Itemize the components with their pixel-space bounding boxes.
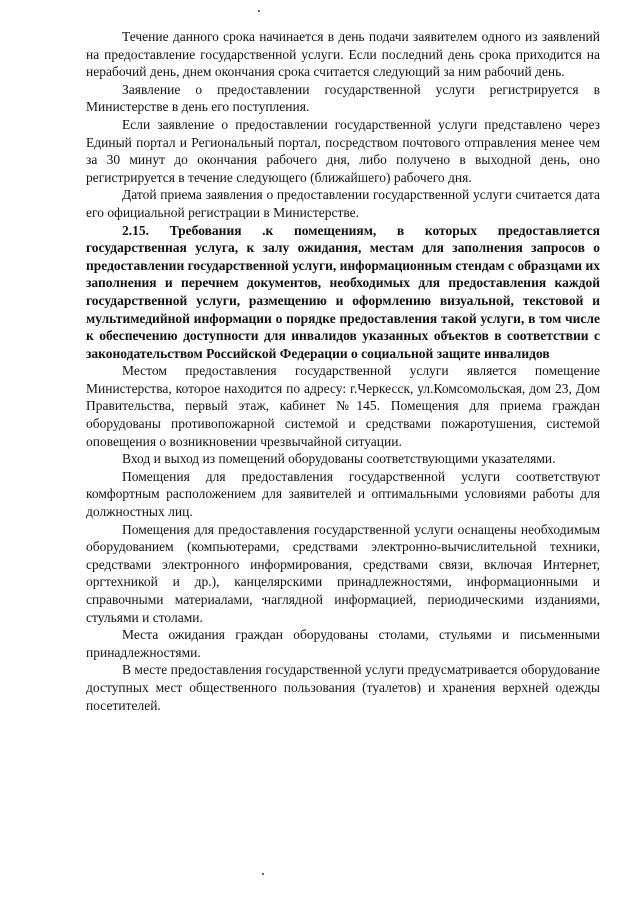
paragraph-entry-exit: Вход и выход из помещений оборудованы соответствующими указателями. bbox=[122, 451, 556, 467]
scan-dot-top bbox=[258, 10, 260, 12]
paragraph-portal-registration: Если заявление о предоставлении государственной услуги представлено через Единый портал и Региональный портал, посредством почтового отправления менее чем за 30 минут до окончания рабочего дня, либо получено в выходной день, оно регистрируется в течение следующего (ближайшего) рабочего дня. bbox=[86, 116, 600, 185]
paragraph-deadline-start: Течение данного срока начинается в день подачи заявителем одного из заявлений на предоставление государственной услуги. Если последний день срока приходится на нерабочий день, днем окончания срока считается следующий за ним рабочий день. bbox=[86, 29, 600, 80]
paragraph-service-location: Местом предоставления государственной услуги является помещение Министерства, которое находится по адресу: г.Черкесск, ул.Комсомольская, дом 23, Дом Правительства, первый этаж, кабинет №145. Помещения для приема граждан оборудованы противопожарной системой и средствами пожаротушения, системой оповещения о возникновении чрезвычайной ситуации. bbox=[86, 363, 600, 449]
paragraph-waiting-areas: Места ожидания граждан оборудованы столами, стульями и письменными принадлежностями. bbox=[86, 627, 600, 660]
paragraph-public-facilities: В месте предоставления государственной услуги предусматривается оборудование доступных мест общественного пользования (туалетов) и хранения верхней одежды посетителей. bbox=[86, 662, 600, 713]
paragraph-equipment: Помещения для предоставления государственной услуги оснащены необходимым оборудованием (компьютерами, средствами электронно-вычислительной техники, средствами электронного информирования, средствами связи, включая Интернет, оргтехникой и др.), канцелярскими принадлежностями, информационными и справочными материалами, наглядной информацией, периодическими изданиями, стульями и столами. bbox=[86, 521, 600, 625]
scan-dot-bottom bbox=[262, 873, 264, 875]
paragraph-reception-date: Датой приема заявления о предоставлении государственной услуги считается дата его официальной регистрации в Министерстве. bbox=[86, 187, 600, 220]
section-heading-2-15: 2.15. Требования .к помещениям, в которых предоставляется государственная услуга, к залу ожидания, местам для заполнения запросов о предоставлении государственной услуги, информационным стендам с образцами их заполнения и перечнем документов, необходимых для предоставления каждой государственной услуги, размещению и оформлению визуальной, текстовой и мультимедийной информации о порядке предоставления такой услуги, в том числе к обеспечению доступности для инвалидов указанных объектов в соответствии с законодательством Российской Федерации о социальной защите инвалидов bbox=[86, 222, 600, 361]
paragraph-registration-day: Заявление о предоставлении государственной услуги регистрируется в Министерстве в день его поступления. bbox=[86, 81, 600, 115]
paragraph-comfort: Помещения для предоставления государственной услуги соответствуют комфортным расположением для заявителей и оптимальными условиями работы для должностных лиц. bbox=[86, 468, 600, 520]
document-page bbox=[86, 28, 600, 714]
